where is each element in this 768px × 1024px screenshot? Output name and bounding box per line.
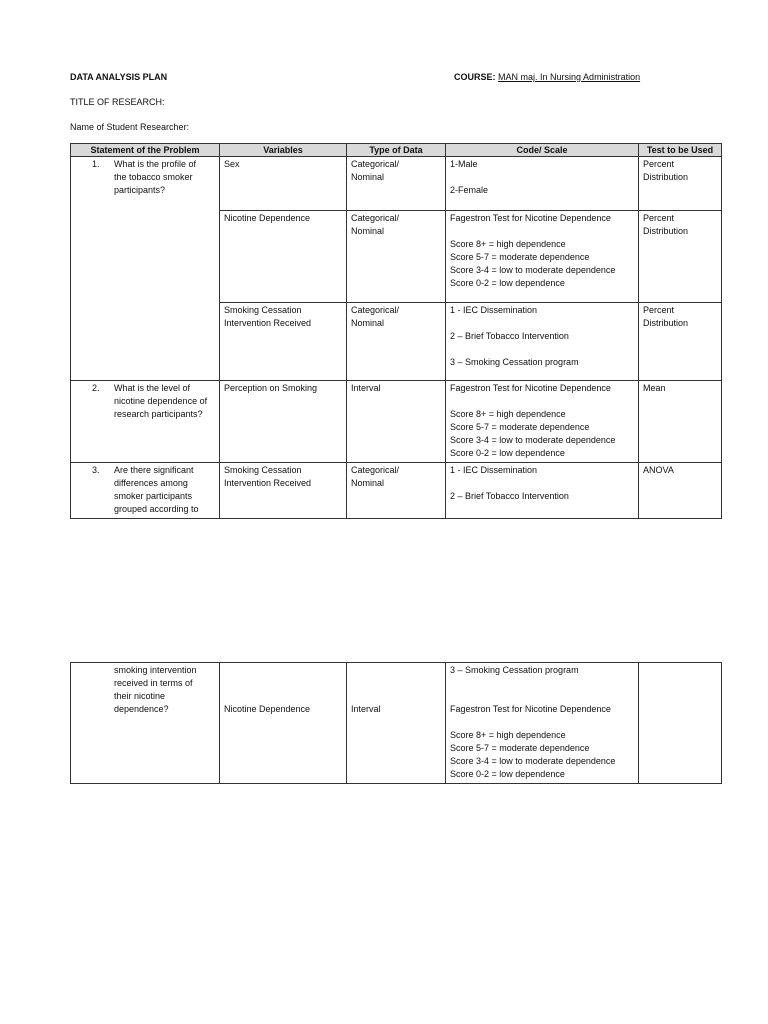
- data-analysis-table: [70, 143, 722, 519]
- col-header-type: Type of Data: [347, 144, 446, 157]
- type-text: Interval: [351, 704, 381, 714]
- code-text: 1 - IEC Dissemination: [450, 305, 538, 315]
- col-header-variables: Variables: [220, 144, 347, 157]
- table-header-row: [71, 144, 722, 157]
- score-text: Score 0-2 = low dependence: [450, 769, 565, 779]
- score-text: Score 5-7 = moderate dependence: [450, 743, 590, 753]
- code-text: 1-Male: [450, 159, 478, 169]
- problem-text: smoking intervention: [114, 665, 197, 675]
- problem-text: smoker participants: [114, 491, 193, 501]
- score-text: Score 3-4 = low to moderate dependence: [450, 435, 616, 445]
- test-text: Distribution: [643, 318, 689, 328]
- test-cell: [639, 157, 722, 211]
- col-header-statement: Statement of the Problem: [71, 144, 220, 157]
- research-title-label: TITLE OF RESEARCH:: [70, 97, 165, 107]
- student-researcher-label: Name of Student Researcher:: [70, 122, 190, 132]
- test-cell: ANOVA: [639, 463, 722, 519]
- type-text: Nominal: [351, 172, 385, 182]
- type-cell: [347, 157, 446, 211]
- problem-text: nicotine dependence of: [114, 396, 208, 406]
- col-header-code-scale: Code/ Scale: [446, 144, 639, 157]
- problem-text: the tobacco smoker: [114, 172, 193, 182]
- type-text: Categorical/: [351, 159, 400, 169]
- course-value: MAN maj. In Nursing Administration: [498, 72, 641, 82]
- test-cell: Mean: [639, 381, 722, 463]
- variable-cell: [220, 663, 347, 784]
- score-text: Score 3-4 = low to moderate dependence: [450, 265, 616, 275]
- type-text: Categorical/: [351, 305, 400, 315]
- data-analysis-table-continued: [70, 662, 722, 784]
- test-text: Distribution: [643, 172, 689, 182]
- course-line: [454, 71, 640, 83]
- type-text: Nominal: [351, 226, 385, 236]
- col-header-test: Test to be Used: [639, 144, 722, 157]
- problem-number: 3.: [92, 465, 100, 475]
- code-text: 2 – Brief Tobacco Intervention: [450, 331, 569, 341]
- code-text: 2 – Brief Tobacco Intervention: [450, 491, 569, 501]
- scale-title: Fagestron Test for Nicotine Dependence: [450, 704, 611, 714]
- type-text: Categorical/: [351, 465, 400, 475]
- variable-cell: [220, 303, 347, 381]
- variable-text: Smoking Cessation: [224, 305, 302, 315]
- problem-text: dependence?: [114, 704, 169, 714]
- course-label: COURSE:: [454, 72, 496, 82]
- problem-text: What is the level of: [114, 383, 191, 393]
- code-cell: [446, 381, 639, 463]
- document-title: DATA ANALYSIS PLAN: [70, 72, 168, 82]
- score-text: Score 3-4 = low to moderate dependence: [450, 756, 616, 766]
- table-row: [71, 663, 722, 784]
- problem-text: differences among: [114, 478, 188, 488]
- problem-text: participants?: [114, 185, 166, 195]
- test-text: Distribution: [643, 226, 689, 236]
- score-text: Score 0-2 = low dependence: [450, 448, 565, 458]
- variable-text: Nicotine Dependence: [224, 704, 311, 714]
- problem-text: their nicotine: [114, 691, 166, 701]
- type-cell: [347, 211, 446, 303]
- test-text: Percent: [643, 159, 675, 169]
- score-text: Score 5-7 = moderate dependence: [450, 422, 590, 432]
- type-cell: Interval: [347, 381, 446, 463]
- test-text: Percent: [643, 305, 675, 315]
- type-cell: [347, 463, 446, 519]
- code-cell: [446, 211, 639, 303]
- table-row: [71, 381, 722, 463]
- table-row: [71, 157, 722, 211]
- type-cell: [347, 303, 446, 381]
- problem-cell-2: [71, 381, 220, 463]
- variable-cell: Nicotine Dependence: [220, 211, 347, 303]
- score-text: Score 8+ = high dependence: [450, 409, 566, 419]
- score-text: Score 8+ = high dependence: [450, 730, 566, 740]
- variable-cell: Sex: [220, 157, 347, 211]
- problem-number: 1.: [92, 159, 100, 169]
- variable-cell: [220, 463, 347, 519]
- code-cell: [446, 303, 639, 381]
- test-text: Percent: [643, 213, 675, 223]
- problem-text: research participants?: [114, 409, 203, 419]
- variable-text: Smoking Cessation: [224, 465, 302, 475]
- code-text: 3 – Smoking Cessation program: [450, 665, 579, 675]
- problem-cell-3-continued: [71, 663, 220, 784]
- variable-cell: Perception on Smoking: [220, 381, 347, 463]
- code-cell: [446, 157, 639, 211]
- type-text: Categorical/: [351, 213, 400, 223]
- variable-text: Intervention Received: [224, 318, 312, 328]
- score-text: Score 5-7 = moderate dependence: [450, 252, 590, 262]
- code-cell: [446, 663, 639, 784]
- problem-text: grouped according to: [114, 504, 199, 514]
- table-row: [71, 463, 722, 519]
- code-text: 3 – Smoking Cessation program: [450, 357, 579, 367]
- variable-text: Intervention Received: [224, 478, 312, 488]
- scale-title: Fagestron Test for Nicotine Dependence: [450, 383, 611, 393]
- type-cell: [347, 663, 446, 784]
- problem-number: 2.: [92, 383, 100, 393]
- problem-text: received in terms of: [114, 678, 193, 688]
- test-cell: [639, 303, 722, 381]
- problem-text: Are there significant: [114, 465, 194, 475]
- problem-cell-1: [71, 157, 220, 381]
- type-text: Nominal: [351, 478, 385, 488]
- score-text: Score 0-2 = low dependence: [450, 278, 565, 288]
- code-text: 2-Female: [450, 185, 489, 195]
- scale-title: Fagestron Test for Nicotine Dependence: [450, 213, 611, 223]
- problem-text: What is the profile of: [114, 159, 197, 169]
- code-cell: [446, 463, 639, 519]
- test-cell: [639, 663, 722, 784]
- type-text: Nominal: [351, 318, 385, 328]
- code-text: 1 - IEC Dissemination: [450, 465, 538, 475]
- problem-cell-3: [71, 463, 220, 519]
- test-cell: [639, 211, 722, 303]
- score-text: Score 8+ = high dependence: [450, 239, 566, 249]
